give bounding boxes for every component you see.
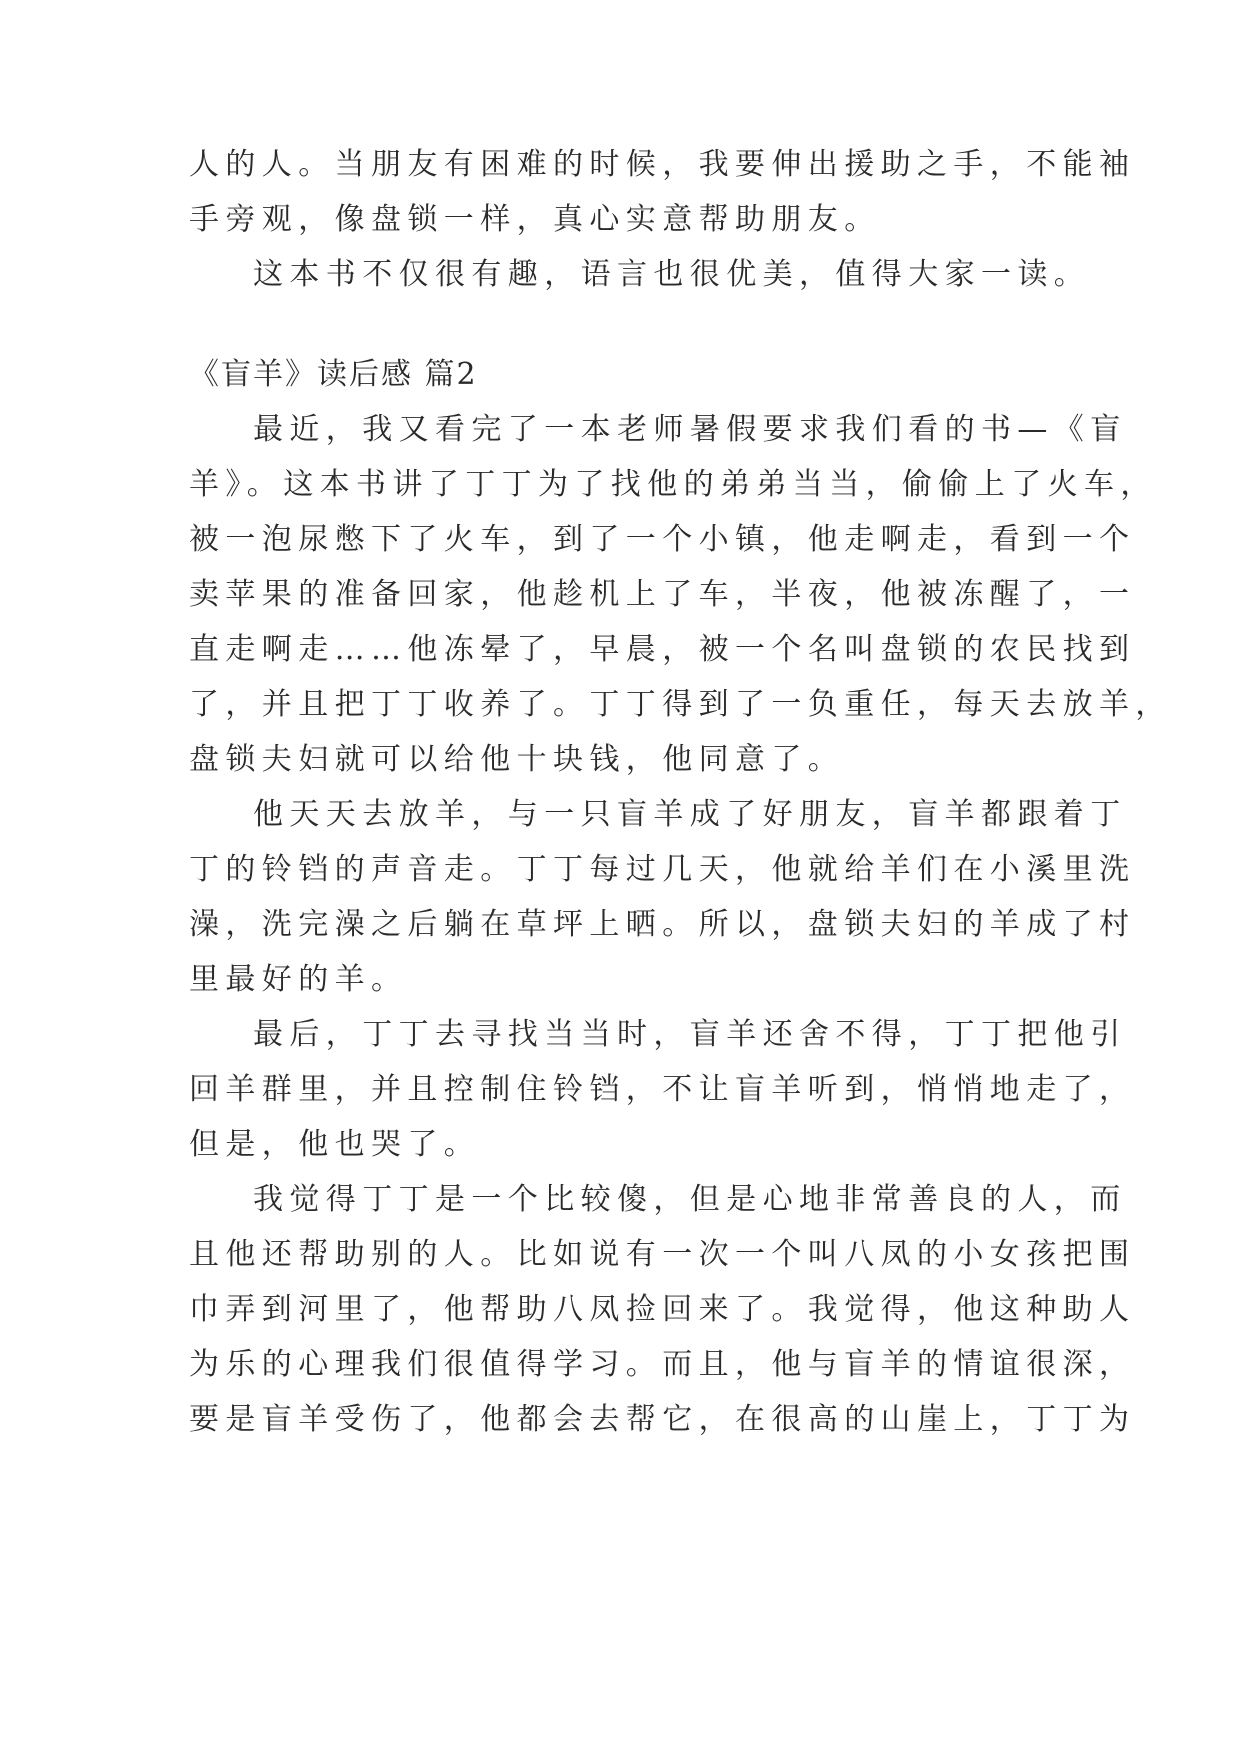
text-line: 且他还帮助别的人。比如说有一次一个叫八凤的小女孩把围 [189,1237,1136,1272]
paragraph-first-line: 最近，我又看完了一本老师暑假要求我们看的书—《盲 [253,412,1127,447]
paragraph-first-line: 这本书不仅很有趣，语言也很优美，值得大家一读。 [253,257,1091,292]
text-line: 丁的铃铛的声音走。丁丁每过几天，他就给羊们在小溪里洗 [189,852,1136,887]
text-line: 人的人。当朋友有困难的时候，我要伸出援助之手，不能袖 [189,147,1136,182]
text-line: 为乐的心理我们很值得学习。而且，他与盲羊的情谊很深， [189,1347,1136,1382]
paragraph-first-line: 最后，丁丁去寻找当当时，盲羊还舍不得，丁丁把他引 [253,1017,1127,1052]
paragraph-first-line: 我觉得丁丁是一个比较傻，但是心地非常善良的人，而 [253,1182,1127,1217]
text-line: 里最好的羊。 [189,962,408,997]
text-line: 巾弄到河里了，他帮助八凤捡回来了。我觉得，他这种助人 [189,1292,1136,1327]
text-line: 卖苹果的准备回家，他趁机上了车，半夜，他被冻醒了，一 [189,577,1136,612]
text-line: 但是，他也哭了。 [189,1127,481,1162]
text-line: 了，并且把丁丁收养了。丁丁得到了一负重任，每天去放羊， [189,687,1172,722]
section-heading: 《盲羊》读后感 篇2 [189,357,478,392]
text-line: 回羊群里，并且控制住铃铛，不让盲羊听到，悄悄地走了， [189,1072,1136,1107]
text-line: 羊》。这本书讲了丁丁为了找他的弟弟当当，偷偷上了火车， [189,467,1157,502]
text-line: 盘锁夫妇就可以给他十块钱，他同意了。 [189,742,845,777]
text-line: 手旁观，像盘锁一样，真心实意帮助朋友。 [189,202,881,237]
text-line: 澡，洗完澡之后躺在草坪上晒。所以，盘锁夫妇的羊成了村 [189,907,1136,942]
text-line: 要是盲羊受伤了，他都会去帮它，在很高的山崖上，丁丁为 [189,1402,1136,1437]
text-line: 被一泡尿憋下了火车，到了一个小镇，他走啊走，看到一个 [189,522,1136,557]
text-line: 直走啊走……他冻晕了，早晨，被一个名叫盘锁的农民找到 [189,632,1136,667]
paragraph-first-line: 他天天去放羊，与一只盲羊成了好朋友，盲羊都跟着丁 [253,797,1127,832]
